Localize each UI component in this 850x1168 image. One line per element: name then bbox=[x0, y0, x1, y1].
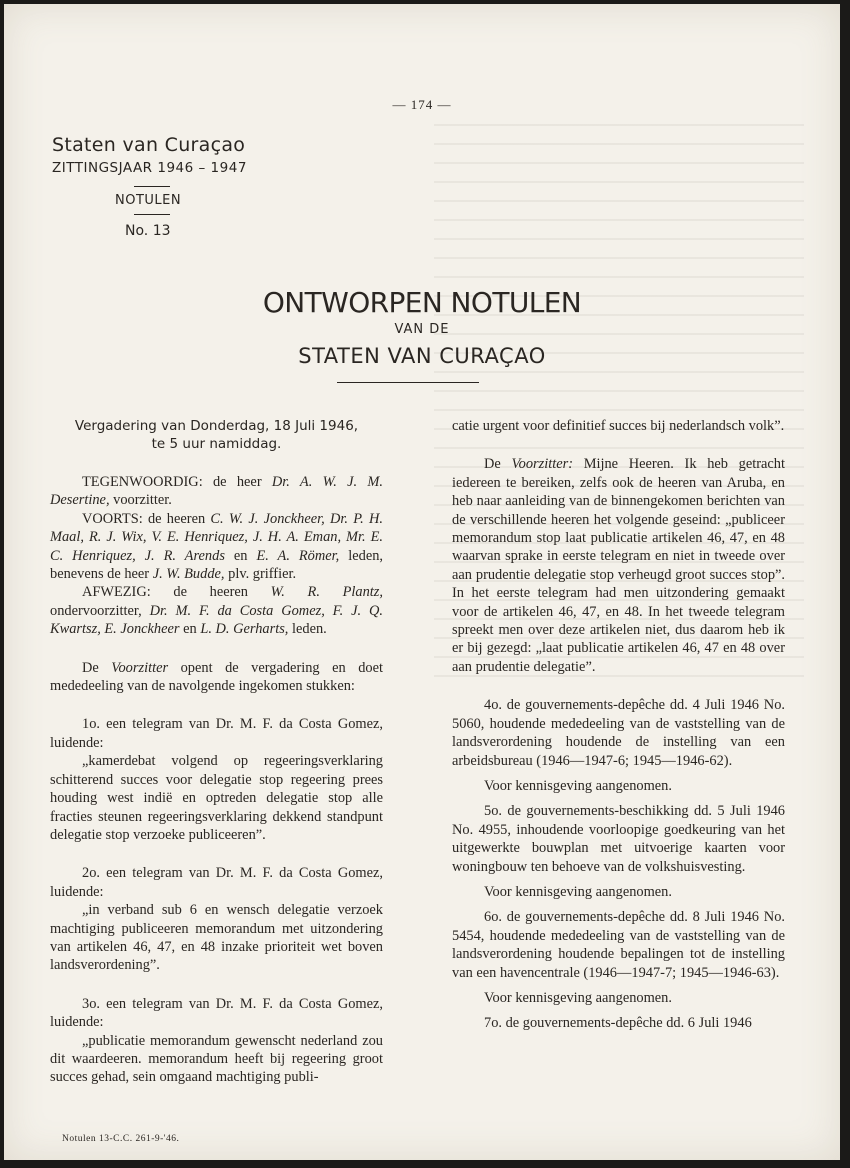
main-title-body: STATEN VAN CURAÇAO bbox=[298, 344, 546, 368]
print-reference: Notulen 13-C.C. 261-9-'46. bbox=[62, 1134, 180, 1144]
item-2-intro: 2o. een telegram van Dr. M. F. da Costa Gomez, luidende: bbox=[50, 865, 383, 900]
title-divider bbox=[337, 382, 479, 383]
notulen-label: NOTULEN bbox=[115, 193, 182, 208]
item-4: 4o. de gouvernements-depêche dd. 4 Juli 1946 No. 5060, houdende mededeeling van de vaststelling van de landsverordening houdende de instelling van een arbeidsbureau (1946—1947-6; 1945—1946-62). bbox=[452, 697, 785, 769]
left-column bbox=[50, 417, 383, 1087]
header-divider bbox=[134, 214, 170, 215]
meeting-heading bbox=[50, 417, 383, 453]
item-1-intro: 1o. een telegram van Dr. M. F. da Costa Gomez, luidende: bbox=[50, 716, 383, 751]
notice-item-5: Voor kennisgeving aangenomen. bbox=[484, 883, 672, 900]
main-title-sub: VAN DE bbox=[394, 322, 450, 337]
minutes-number: No. 13 bbox=[125, 223, 171, 239]
header-divider bbox=[134, 186, 170, 187]
session-year: ZITTINGSJAAR 1946 – 1947 bbox=[52, 160, 247, 176]
item-7: 7o. de gouvernements-depêche dd. 6 Juli 1946 bbox=[484, 1015, 752, 1032]
page-number: — 174 — bbox=[392, 97, 452, 112]
item-1-quote: „kamerdebat volgend op regeeringsverklaring schitterend succes voor delegatie stop regeering prees houding west indië en optreden delegatie stop alle fracties steunen regeeringsverklaring dekkend standpunt delegatie stop verzoeke publiceeren”. bbox=[50, 753, 383, 843]
right-column bbox=[452, 417, 785, 1033]
item-3-intro: 3o. een telegram van Dr. M. F. da Costa Gomez, luidende: bbox=[50, 995, 383, 1031]
document-header bbox=[52, 134, 282, 239]
item-6: 6o. de gouvernements-depêche dd. 8 Juli 1946 No. 5454, houdende mededeeling van de vaststelling van de landsverordening houdende bepalingen tot de instelling van een havencentrale (1946—1947-7; 1945—1946-63). bbox=[452, 909, 785, 981]
meeting-date: Vergadering van Donderdag, 18 Juli 1946, bbox=[74, 418, 359, 434]
quote-continuation: catie urgent voor definitief succes bij nederlandsch volk”. bbox=[452, 418, 785, 434]
item-2-quote: „in verband sub 6 en wensch delegatie verzoek machtiging publiceeren memorandum met uitzondering van artikelen 46, 47, en 48 inzake prioriteit wet boven landsverordening”. bbox=[50, 902, 383, 974]
opening-paragraph: De Voorzitter opent de vergadering en doet mededeeling van de navolgende ingekomen stukken: bbox=[50, 659, 383, 695]
attendance-further: VOORTS: de heeren C. W. J. Jonckheer, Dr. P. H. Maal, R. J. Wix, V. E. Henriquez, J. H. A. Eman, Mr. E. C. Henriquez, J. R. Arends en E. A. Römer, leden, benevens de heer J. W. Budde, plv. griffier. bbox=[50, 510, 384, 583]
item-5: 5o. de gouvernements-beschikking dd. 5 Juli 1946 No. 4955, inhoudende voorloopige goedkeuring van het uitgewerkte bouwplan met uitvoerige kaarten voor woningbouw ten behoeve van de volkshuisvesting. bbox=[452, 803, 785, 875]
institution-title: Staten van Curaçao bbox=[52, 134, 246, 156]
meeting-time: te 5 uur namiddag. bbox=[151, 436, 282, 452]
attendance-absent: AFWEZIG: de heeren W. R. Plantz, ondervoorzitter, Dr. M. F. da Costa Gomez, F. J. Q. Kwartsz, E. Jonckheer en L. D. Gerharts, leden. bbox=[50, 584, 383, 638]
main-title: ONTWORPEN NOTULEN bbox=[262, 286, 582, 319]
notice-item-4: Voor kennisgeving aangenomen. bbox=[484, 777, 672, 794]
item-3-quote: „publicatie memorandum gewenscht nederland zou dit waardeeren. memorandum heeft bij regeering groot succes gehad, sein omgaand machtiging publi- bbox=[50, 1032, 383, 1086]
notice-item-6: Voor kennisgeving aangenomen. bbox=[484, 989, 672, 1006]
document-page bbox=[4, 4, 840, 1160]
attendance-present: TEGENWOORDIG: de heer Dr. A. W. J. M. Desertine, voorzitter. bbox=[50, 474, 383, 509]
chair-statement: De Voorzitter: Mijne Heeren. Ik heb getracht iedereen te bereiken, zelfs ook de heeren van Aruba, en heb naar aanleiding van de binnengekomen berichten van de verschillende heeren het volgende geseind: „publiceer memorandum stop laat publicatie artikelen 46, 47, en 48 waarvan sprake in eerste telegram en niet in tweede over aan prudentie delegatie stop verheugd groot succes stop”. In het eerste telegram had men uitzondering gemaakt voor de artikelen 46, 47, en 48. In het tweede telegram spreekt men over deze artikelen niet, dus daarom heb ik er bij gezegd: „laat publicatie artikelen 46, 47 en 48 over aan prudentie delegatie”. bbox=[452, 456, 785, 675]
